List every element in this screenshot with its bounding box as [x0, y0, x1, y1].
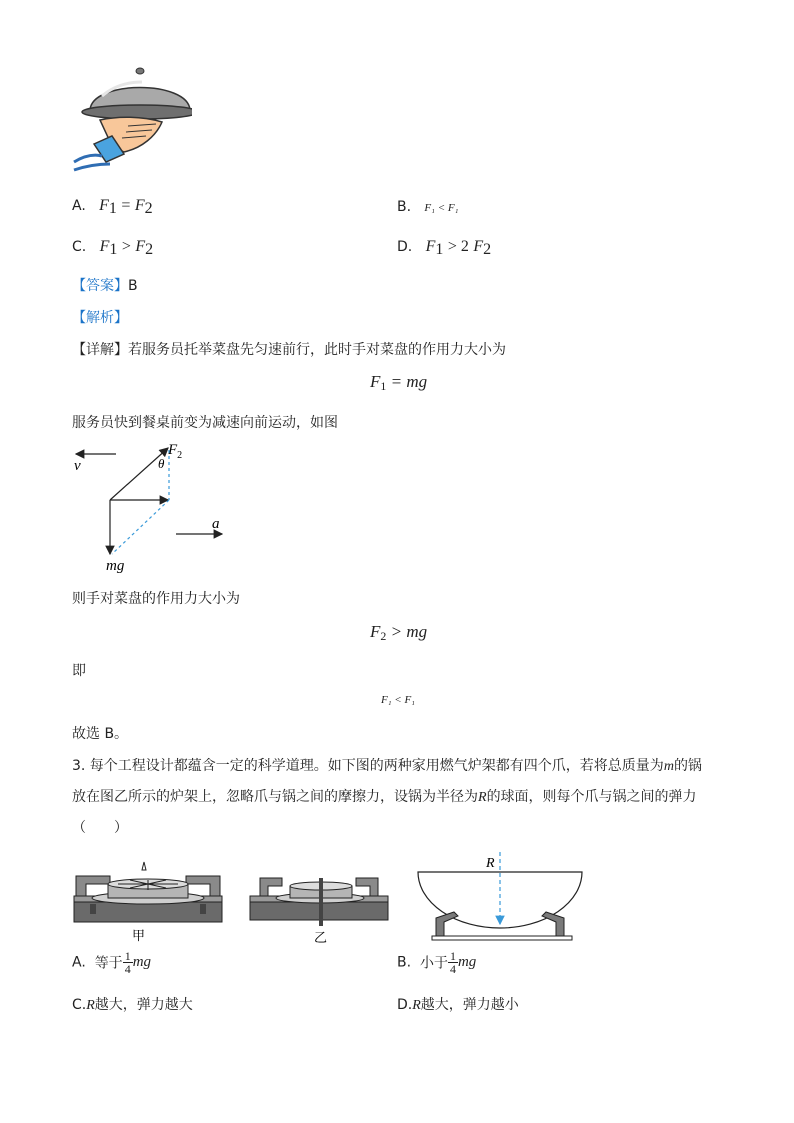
q3-option-a: A. 等于 $\frac{1}{4}$ mg	[72, 949, 152, 976]
analysis-tag: 【解析】	[72, 310, 128, 326]
label-r: R	[486, 856, 495, 871]
option-c: C. $F_1 > F_2$	[72, 238, 154, 258]
waiter-tray-illustration	[72, 66, 192, 178]
label-a: a	[212, 516, 220, 532]
option-a: A. $F_1 = F_2$	[72, 197, 153, 217]
equation-2: $F_2$ > mg	[370, 622, 428, 643]
q3-stem-line-2: 放在图乙所示的炉架上，忽略爪与锅之间的摩擦力，设锅为半径为R的球面，则每个爪与锅之间的弹力	[72, 789, 697, 805]
q3-stem-line-1: 3. 每个工程设计都蕴含一定的科学道理。如下图的两种家用燃气炉架都有四个爪，若将总质量为m的锅	[72, 758, 702, 774]
answer-tag: 【答案】	[72, 278, 128, 294]
q3-option-b: B. 小于 $\frac{1}{4}$ mg	[397, 949, 477, 976]
equation-1: $F_1$ = mg	[370, 372, 428, 393]
stove-figure-yi	[248, 868, 392, 948]
option-d: D. $F_1 > 2$ $F_2$	[397, 238, 492, 258]
option-b: B. F₁ < F₁	[397, 199, 459, 215]
label-jia: 甲	[132, 928, 146, 943]
label-f2: $F_2$	[168, 442, 183, 461]
fraction-quarter: $\frac{1}{4}$	[449, 949, 456, 976]
fraction-quarter: $\frac{1}{4}$	[124, 949, 131, 976]
equation-3: F₁ < F₁	[381, 694, 416, 706]
label-v: v	[74, 458, 81, 474]
q3-option-d: D.R越大，弹力越小	[397, 997, 519, 1013]
text-line-3: 则手对菜盘的作用力大小为	[72, 591, 240, 607]
answer-line	[72, 275, 138, 295]
detail-line	[72, 339, 506, 359]
q3-stem-line-3: （ ）	[72, 820, 128, 836]
text-line-2: 服务员快到餐桌前变为减速向前运动，如图	[72, 415, 338, 431]
label-yi: 乙	[314, 930, 328, 945]
text-line-4: 即	[72, 663, 86, 679]
force-diagram	[70, 438, 230, 578]
bowl-figure	[414, 850, 586, 944]
label-mg: mg	[106, 558, 125, 574]
analysis-line	[72, 307, 128, 327]
stove-figure-jia	[72, 860, 224, 946]
text-line-5: 故选 B。	[72, 726, 129, 742]
answer-value: B	[128, 278, 138, 294]
detail-tag: 【详解】	[72, 342, 128, 358]
detail-text: 若服务员托举菜盘先匀速前行，此时手对菜盘的作用力大小为	[128, 342, 506, 358]
label-theta: θ	[158, 456, 165, 471]
q3-option-c: C.R越大，弹力越大	[72, 997, 193, 1013]
